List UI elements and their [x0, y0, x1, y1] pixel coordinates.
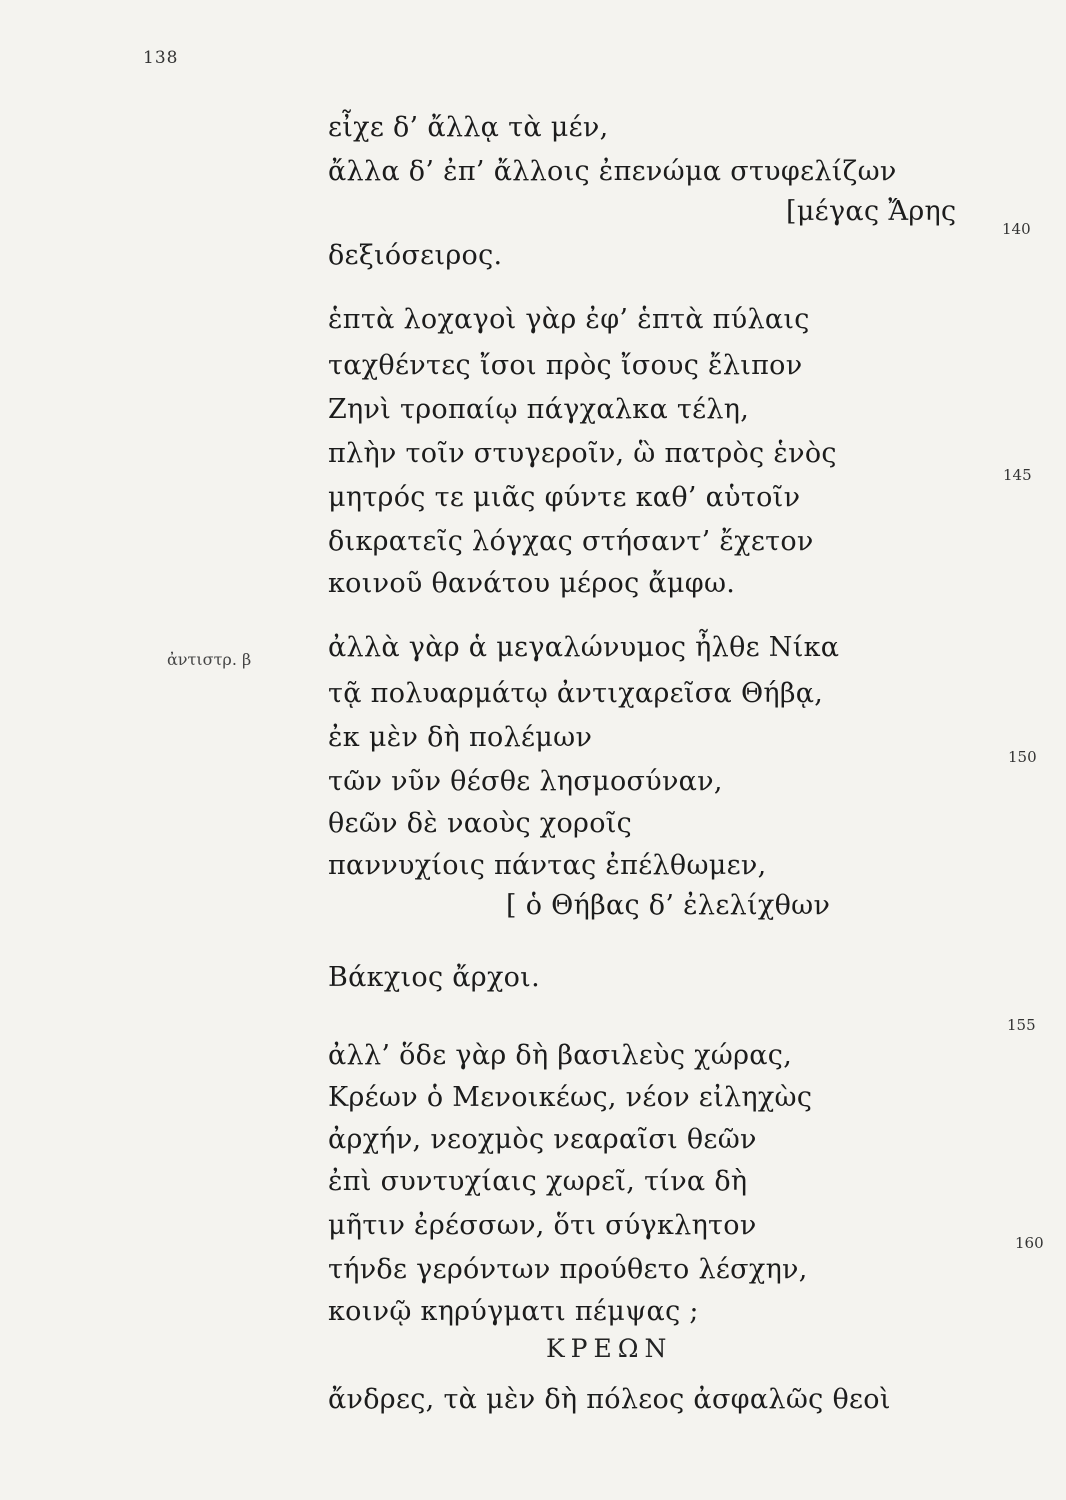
- line-number: 155: [1007, 1016, 1036, 1034]
- verse-line: ἑπτὰ λοχαγοὶ γὰρ ἐφ’ ἑπτὰ πύλαις: [328, 304, 810, 335]
- verse-line: κοινοῦ θανάτου μέρος ἄμφω.: [328, 568, 736, 599]
- verse-line: ἄλλα δ’ ἐπ’ ἄλλοις ἐπενώμα στυφελίζων: [328, 156, 897, 187]
- verse-line: μητρός τε μιᾶς φύντε καθ’ αὑτοῖν: [328, 482, 801, 513]
- verse-line: Κρέων ὁ Μενοικέως, νέον εἰληχὼς: [328, 1082, 813, 1113]
- verse-line: ἐπὶ συντυχίαις χωρεῖ, τίνα δὴ: [328, 1166, 748, 1197]
- verse-line-continuation: [ ὁ Θήβας δ’ ἐλελίχθων: [506, 890, 831, 921]
- verse-line: κοινῷ κηρύγματι πέμψας ;: [328, 1296, 699, 1327]
- verse-line: τᾷ πολυαρμάτῳ ἀντιχαρεῖσα Θήβᾳ,: [328, 678, 824, 709]
- line-number: 140: [1002, 220, 1031, 238]
- verse-line: ἀλλὰ γὰρ ἁ μεγαλώνυμος ἦλθε Νίκα: [328, 632, 840, 663]
- line-number: 160: [1015, 1234, 1044, 1252]
- verse-line: δικρατεῖς λόγχας στήσαντ’ ἔχετον: [328, 526, 814, 557]
- verse-line: δεξιόσειρος.: [328, 240, 503, 271]
- verse-line: πλὴν τοῖν στυγεροῖν, ὣ πατρὸς ἑνὸς: [328, 438, 837, 469]
- verse-line: ἀλλ’ ὅδε γὰρ δὴ βασιλεὺς χώρας,: [328, 1040, 793, 1071]
- page-number: 138: [143, 48, 179, 68]
- verse-line: εἶχε δ’ ἄλλᾳ τὰ μέν,: [328, 112, 609, 143]
- verse-line: ταχθέντες ἴσοι πρὸς ἴσους ἔλιπον: [328, 350, 803, 381]
- verse-line: ἄνδρες, τὰ μὲν δὴ πόλεος ἀσφαλῶς θεοὶ: [328, 1384, 891, 1415]
- line-number: 150: [1008, 748, 1037, 766]
- verse-line: παννυχίοις πάντας ἐπέλθωμεν,: [328, 850, 767, 881]
- verse-line-continuation: [μέγας Ἄρης: [786, 196, 957, 227]
- verse-line: ἐκ μὲν δὴ πολέμων: [328, 722, 593, 753]
- verse-line: τήνδε γερόντων προύθετο λέσχην,: [328, 1254, 808, 1285]
- speaker-name: ΚΡΕΩΝ: [546, 1334, 673, 1363]
- verse-line: μῆτιν ἐρέσσων, ὅτι σύγκλητον: [328, 1210, 757, 1241]
- line-number: 145: [1003, 466, 1032, 484]
- strophe-label: ἀντιστρ. β: [167, 650, 252, 669]
- verse-line: Ζηνὶ τροπαίῳ πάγχαλκα τέλη,: [328, 394, 750, 425]
- verse-line: τῶν νῦν θέσθε λησμοσύναν,: [328, 766, 723, 797]
- verse-line: Βάκχιος ἄρχοι.: [328, 962, 540, 993]
- verse-line: θεῶν δὲ ναοὺς χοροῖς: [328, 808, 633, 839]
- verse-line: ἀρχήν, νεοχμὸς νεαραῖσι θεῶν: [328, 1124, 757, 1155]
